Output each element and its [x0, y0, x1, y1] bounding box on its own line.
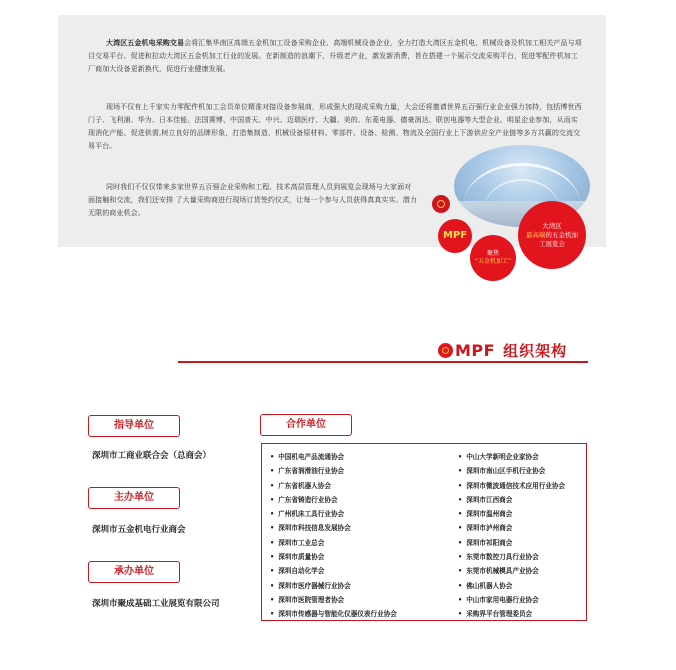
- list-item: • 广东省机器人协会: [270, 479, 450, 493]
- org-header: [438, 340, 567, 360]
- gba-line-2-rest: 的五金机加: [545, 230, 578, 239]
- intro-paragraph-3: 同时我们不仅仅带来多家世界五百强企业采购和工程、技术高层管理人员到展览会现场与大家面对面接触和交流，我们还安排 了大量采购商进行现场订货签约仪式，让每一个参与人员获得真真实实、潜力无限的商业机会。: [88, 183, 417, 217]
- host-unit-label: 主办单位: [88, 487, 180, 509]
- list-item: • 采购界平台管理委员会: [458, 607, 588, 621]
- gba-line-3: 工展览会: [539, 239, 565, 248]
- partner-unit-label: 合作单位: [260, 414, 352, 436]
- organizer-unit-name: 深圳市聚成基础工业展览有限公司: [92, 599, 220, 609]
- gba-badge: [518, 201, 586, 269]
- list-item: • 深圳市南山区手机行业协会: [458, 464, 588, 478]
- guide-unit-label: 指导单位: [88, 415, 180, 437]
- list-item: • 深圳市医院管理者协会: [270, 593, 450, 607]
- organizer-unit-label: 承办单位: [88, 561, 180, 583]
- gba-highlight: 最高端: [526, 230, 546, 239]
- org-logo-text: MPF: [455, 340, 496, 360]
- list-item: • 深圳市工业总会: [270, 536, 450, 550]
- mpf-logo-icon: [438, 343, 453, 358]
- mpf-badge: MPF: [438, 219, 472, 253]
- list-item: • 中国机电产品流通协会: [270, 450, 450, 464]
- focus-badge: [470, 235, 516, 281]
- list-item: • 深圳市温州商会: [458, 507, 588, 521]
- org-title: 组织架构: [503, 341, 568, 360]
- list-item: • 深圳市科技信息发展协会: [270, 521, 450, 535]
- list-item: • 佛山机器人协会: [458, 579, 588, 593]
- list-item: • 深圳市质量协会: [270, 550, 450, 564]
- host-unit-name: 深圳市五金机电行业商会: [92, 525, 186, 535]
- list-item: • 中山市家用电器行业协会: [458, 593, 588, 607]
- list-item: • 广州机床工具行业协会: [270, 507, 450, 521]
- partner-list-box: [261, 443, 587, 621]
- list-item: • 深圳市江西商会: [458, 493, 588, 507]
- list-item: • 深圳市祁阳商会: [458, 536, 588, 550]
- list-item: • 深圳自动化学会: [270, 564, 450, 578]
- list-item: • 中山大学新明企业家协会: [458, 450, 588, 464]
- list-item: • 东莞市数控刀具行业协会: [458, 550, 588, 564]
- list-item: • 东莞市机械模具产业协会: [458, 564, 588, 578]
- partner-list-left: [270, 450, 450, 622]
- list-item: • 广东省润滑油行业协会: [270, 464, 450, 478]
- gba-line-1: 大湾区: [542, 221, 562, 230]
- focus-line-1: 聚焦: [486, 250, 499, 257]
- mpf-logo-icon: [432, 195, 450, 213]
- org-divider: [178, 361, 588, 363]
- list-item: • 深圳市传感器与智能化仪器仪表行业协会: [270, 607, 450, 621]
- intro-panel: [58, 15, 606, 265]
- list-item: • 深圳市微波通信技术应用行业协会: [458, 479, 588, 493]
- intro-paragraph-2: 现场不仅有上千家实力零配件机加工会员单位精准对接设备参展商，形成强大的现成采购力量，大会还将邀请世界五百强行业企业强力加持，包括博世西门子、飞利浦、华为、日本佳能、法国赛博、中国普天、中兴、迈瑞医疗、大疆、美的、东菱电器、德豪润达、联创电器等大型企业、明星企业参加，从而实现消化产能、促进供需,树立良好的品牌形象，打造集制造、机械设备原材料、零部件、设备、检测、物流及全国行业上下游供应全产业链等多方共赢的交流交易平台。: [88, 103, 582, 150]
- partner-list-right: [458, 450, 588, 622]
- list-item: • 广东省铸造行业协会: [270, 493, 450, 507]
- list-item: • 深圳市医疗器械行业协会: [270, 579, 450, 593]
- intro-paragraph-1-body: 会将汇集华南区高端五金机加工设备采购企业、高端机械设备企业，全力打造大湾区五金机电、机械设备及机加工相关产品与项目交易平台。促进和拉动大湾区五金机加工行业的发展。在新制造的浪潮下，升级老产业，激发新消费，旨在搭建一个展示交流采购平台，促进零配件机加工厂商加大设备更新换代，促进行业健康发展。: [88, 39, 582, 73]
- promo-graphic: [430, 143, 600, 263]
- list-item: • 深圳市泸州商会: [458, 521, 588, 535]
- intro-paragraph-1: [88, 37, 582, 76]
- intro-lead-text: 大湾区五金机电采购交易: [106, 39, 185, 47]
- focus-line-2: “五金机加工”: [474, 258, 512, 265]
- guide-unit-name: 深圳市工商业联合会（总商会）: [92, 451, 212, 461]
